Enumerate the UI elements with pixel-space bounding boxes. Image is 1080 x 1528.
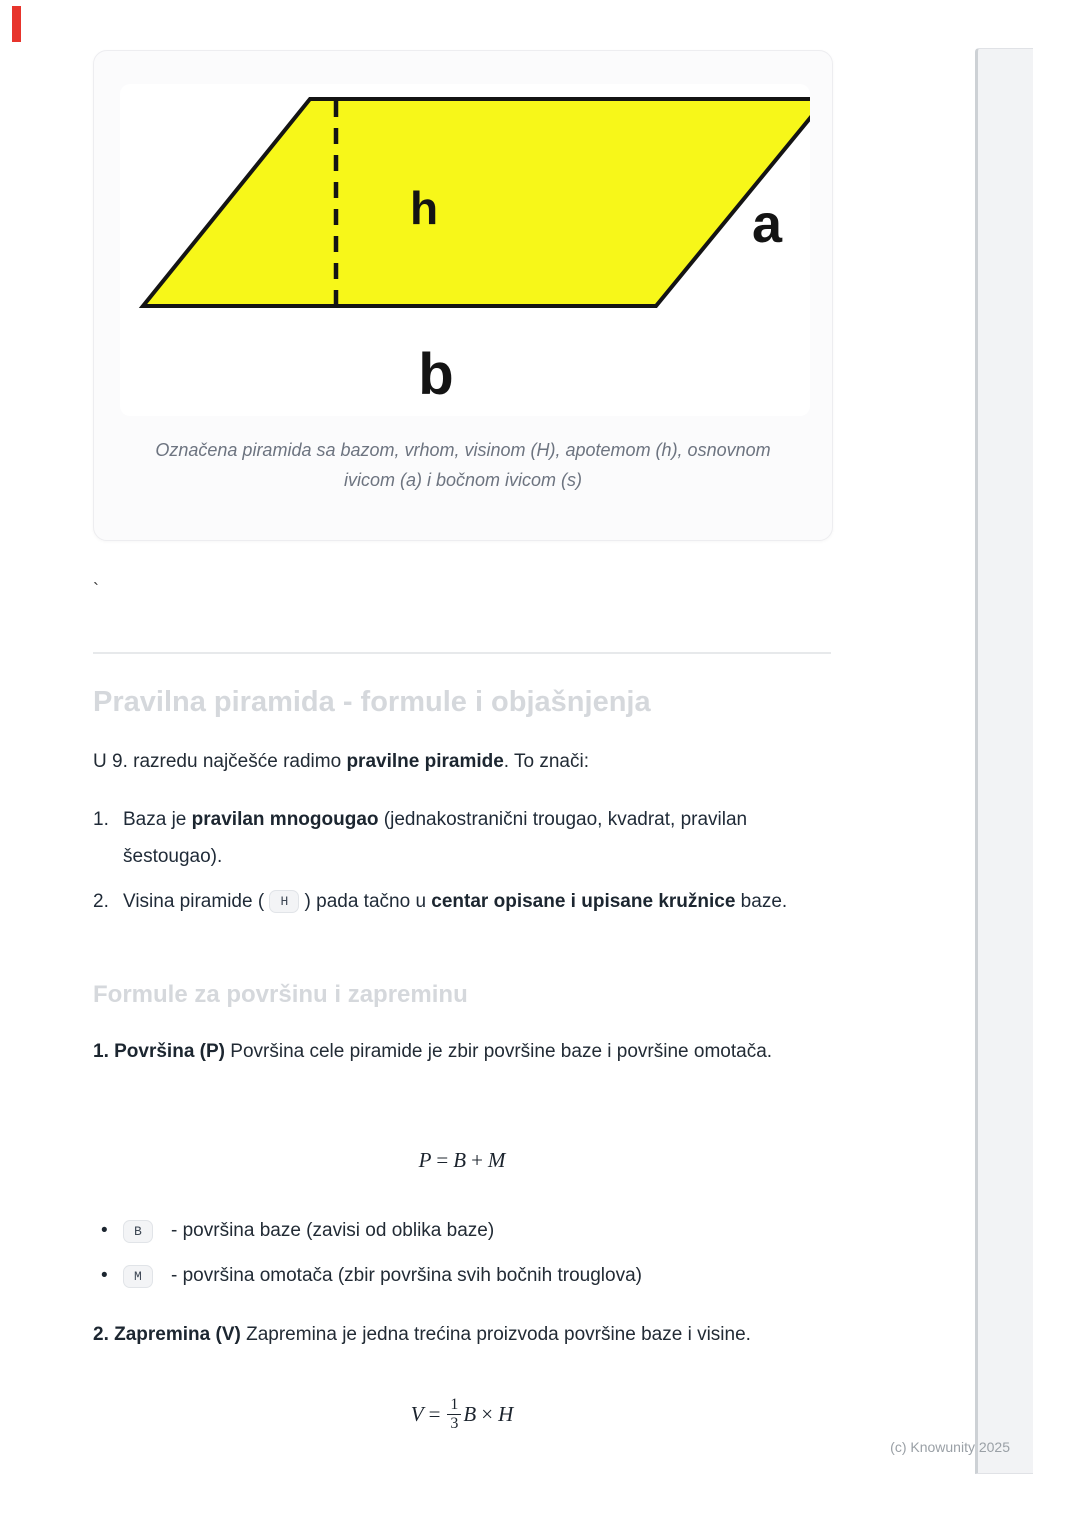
code-badge-B: B xyxy=(123,1220,153,1243)
volume-paragraph xyxy=(93,1316,831,1354)
formula-var-B: B xyxy=(463,1402,477,1426)
list-item xyxy=(93,883,831,920)
page-title: Pravilna piramida - formule i objašnjenja xyxy=(93,686,651,718)
code-badge-M: M xyxy=(123,1265,153,1288)
formula-var-P: P xyxy=(418,1148,432,1172)
list-number: 1. xyxy=(93,809,109,830)
figure-image xyxy=(120,84,810,416)
parallelogram-figure xyxy=(120,84,810,416)
volume-paragraph-text: Zapremina je jedna trećina proizvoda površine baze i visine. xyxy=(240,1324,751,1345)
formula-volume xyxy=(93,1386,831,1442)
intro-pre: U 9. razredu najčešće radimo xyxy=(93,751,347,772)
times-sign: × xyxy=(481,1402,494,1426)
label-a: a xyxy=(751,194,783,254)
list-text-mid: ) pada tačno u xyxy=(299,891,432,912)
caption-line-1: Označena piramida sa bazom, vrhom, visinom (H), apotemom (h), osnovnom xyxy=(155,440,771,460)
list-item xyxy=(93,801,831,875)
caption-line-2: ivicom (a) i bočnom ivicom (s) xyxy=(343,470,583,490)
list-item-text xyxy=(123,883,831,920)
badge-wrap xyxy=(123,1220,171,1243)
formula-var-B: B xyxy=(453,1148,467,1172)
subsection-title: Formule za površinu i zapreminu xyxy=(93,981,468,1008)
intro-bold: pravilne piramide xyxy=(346,751,504,772)
parallelogram-shape xyxy=(143,99,810,306)
intro-paragraph xyxy=(93,747,831,777)
intro-post: . To znači: xyxy=(503,751,589,772)
list-text-pre: Baza je xyxy=(123,809,192,830)
area-paragraph xyxy=(93,1033,831,1071)
bullet-dot: • xyxy=(101,1265,108,1286)
list-number: 2. xyxy=(93,891,109,912)
label-b: b xyxy=(418,342,454,407)
volume-paragraph-bold: 2. Zapremina (V) xyxy=(93,1324,241,1345)
area-paragraph-text: Površina cele piramide je zbir površine baze i površine omotača. xyxy=(225,1041,773,1062)
fraction-one-third xyxy=(447,1396,461,1433)
list-text-bold: pravilan mnogougao xyxy=(191,809,379,830)
plus-sign: + xyxy=(471,1148,483,1172)
bullet-dot: • xyxy=(101,1220,108,1241)
stray-backtick: ` xyxy=(93,580,99,600)
fraction-denominator: 3 xyxy=(450,1414,459,1432)
bullet-item xyxy=(93,1260,831,1292)
formula-var-V: V xyxy=(410,1402,424,1426)
equals-sign: = xyxy=(428,1402,441,1426)
section-divider xyxy=(93,652,831,654)
equals-sign: = xyxy=(436,1148,449,1172)
numbered-list xyxy=(93,801,831,920)
list-text-bold: centar opisane i upisane kružnice xyxy=(431,891,736,912)
list-text-pre: Visina piramide ( xyxy=(123,891,270,912)
formula-surface xyxy=(93,1148,831,1173)
list-text-post: baze. xyxy=(735,891,788,912)
formula-var-H: H xyxy=(498,1402,514,1426)
formula-var-M: M xyxy=(487,1148,506,1172)
badge-wrap xyxy=(123,1265,171,1288)
fraction-numerator: 1 xyxy=(447,1396,461,1415)
list-text-post: (jednakostranični trougao, kvadrat, pravilan šestougao). xyxy=(123,809,748,867)
area-paragraph-bold: 1. Površina (P) xyxy=(93,1041,225,1062)
bullet-item xyxy=(93,1215,831,1247)
figure-caption xyxy=(94,435,832,495)
scrollbar-track[interactable] xyxy=(975,48,1033,1474)
bullet-list xyxy=(93,1215,831,1305)
bullet-text: - površina omotača (zbir površina svih bočnih trouglova) xyxy=(171,1265,642,1286)
scroll-position-marker xyxy=(12,6,21,42)
figure-card xyxy=(93,50,833,541)
label-h: h xyxy=(409,182,439,234)
bullet-text: - površina baze (zavisi od oblika baze) xyxy=(171,1220,495,1241)
list-item-text xyxy=(123,801,831,875)
code-badge-H: H xyxy=(269,890,299,913)
copyright-watermark: (c) Knowunity 2025 xyxy=(890,1439,1010,1455)
